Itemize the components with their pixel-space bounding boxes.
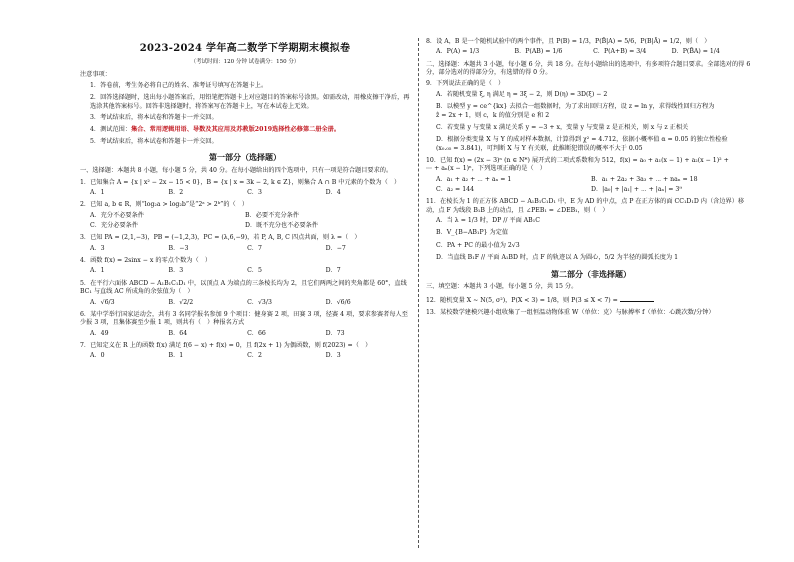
question-3-text: 3．已知 PA = (2,1,−3)，PB = (−1,2,3)，PC = (λ,6,−9)，若 P, A, B, C 四点共面，则 λ =（ ） (80, 234, 361, 242)
option-a: A．a₁ + a₂ + ⋯ + aₙ = 1 (436, 175, 512, 183)
question-2 (80, 201, 410, 230)
option-c: C．√3/3 (247, 298, 272, 306)
option-b-line-1: B．以模型 y = ce^{kx} 去拟合一组数据时，为了求出回归方程，设 z = ln y，求得线性回归方程为 (436, 103, 715, 111)
option-d: D．当直线 B₁F // 平面 A₁BD 时，点 F 的轨迹以 A 为圆心，5/2 为半径的圆弧长度为 1 (436, 254, 679, 262)
part1-heading: 第一部分（选择题） (209, 152, 281, 163)
option-d: D．73 (325, 329, 345, 337)
page-title: 2023-2024 学年高二数学下学期期末模拟卷 (139, 43, 351, 54)
question-12-text: 12．随机变量 X ~ N(5, σ²)，P(X < 3) = 1/8，则 P(3 ≤ X < 7) = (426, 296, 618, 304)
option-d: D．3 (325, 352, 341, 360)
option-b: B．V_{B−AB₁P} 为定值 (436, 229, 509, 237)
question-6-text: 6．某中学举行国家运动会，共有 3 名同学报名参加 9 个项目：健身赛 2 项，田赛 3 项，径赛 4 项，要求参赛者每人至少报 3 项，且集体赛至少报 1 项，则共有（ ）种报名方式 (80, 310, 408, 327)
question-4 (80, 257, 410, 276)
option-d-line-2: (x₀.₀₅ = 3.841)，可判断 X 与 Y 有关联，此推断犯错误的概率不大于 0.05 (436, 144, 643, 152)
question-6 (80, 311, 410, 338)
option-c: C．P(A+B) = 3/4 (593, 48, 647, 56)
right-column (426, 38, 756, 321)
part1-intro: 一、选择题：本题共 8 小题，每小题 5 分，共 40 分。在每小题给出的四个选项中，只有一项是符合题目要求的。 (80, 167, 393, 175)
question-8 (426, 38, 756, 57)
question-11-text: 11．在棱长为 1 的正方体 ABCD − A₁B₁C₁D₁ 中，E 为 AD 的中点，点 P 在正方体的面 CC₁D₁D 内（含边界）移动，点 F 为线段 B₁B 上的动点，且 ∠PEB₁ = ∠DEB₁，则（ ） (426, 198, 745, 214)
question-2-text: 2．已知 a, b ∈ R，则“log₂a > log₂b”是“2ᵃ > 2ᵇ”的（ ） (80, 201, 249, 209)
question-7 (80, 342, 410, 361)
option-a: A．1 (90, 267, 105, 275)
question-1 (80, 179, 410, 198)
question-9 (426, 80, 756, 153)
option-d: D．7 (325, 267, 341, 275)
option-d-line-1: D．根据分类变量 X 与 Y 的成对样本数据，计算得到 χ² = 4.712，依据小概率值 α = 0.05 的独立性检验 (436, 136, 728, 144)
question-8-text: 8．设 A，B 是一个随机试验中的两个事件，且 P(B) = 1/3，P(B̄|A) = 5/6，P(B|Ā) = 1/2，则（ ） (426, 38, 711, 45)
option-a: A．√6/3 (90, 298, 115, 306)
option-c: C．5 (247, 267, 262, 275)
question-7-options (90, 352, 400, 360)
option-b: B．必要不充分条件 (245, 211, 300, 219)
option-c: C．若变量 y 与变量 x 满足关系 y = −3 + x，变量 y 与变量 z 是正相关，则 x 与 z 正相关 (436, 123, 689, 131)
question-3 (80, 234, 410, 253)
question-10 (426, 157, 756, 194)
note-4-label: 4．测试范围： (90, 126, 132, 134)
option-b: B．1 (168, 352, 184, 360)
option-d: D．既不充分也不必要条件 (245, 222, 319, 230)
option-d: D．P(B̄A) = 1/4 (671, 48, 720, 56)
question-11 (426, 198, 756, 262)
question-8-options (436, 48, 746, 56)
option-b-line-2: ẑ = 2x + 1，则 c，k 的值分别是 e 和 2 (436, 111, 550, 119)
fill-in-intro: 三、填空题：本题共 3 小题，每小题 5 分，共 15 分。 (426, 283, 578, 291)
question-2-options (90, 212, 400, 231)
question-10-text-2: ⋯ + aₙ(x − 1)ⁿ，下列选项正确的是（ ） (426, 165, 546, 173)
question-5-options (90, 299, 400, 307)
note-3: 3．考试结束后，将本试卷和答题卡一并交回。 (90, 114, 218, 122)
option-b (436, 103, 756, 120)
option-a: A．1 (90, 188, 105, 196)
question-1-text: 1．已知集合 A = {x | x² − 2x − 15 < 0}，B = {x | x = 3k − 2, k ∈ Z}，则集合 A ∩ B 中元素的个数为（ ） (80, 178, 401, 186)
exam-subtitle: （考试时间：120 分钟 试卷满分：150 分） (190, 58, 300, 65)
notes-heading: 注意事项： (80, 70, 111, 78)
option-d (436, 136, 756, 153)
question-12 (426, 295, 756, 305)
option-b: B．3 (168, 267, 184, 275)
option-d: D．√6/6 (325, 298, 351, 306)
question-4-options (90, 267, 400, 275)
question-9-text: 9．下列说法正确的是（ ） (426, 80, 505, 88)
option-b: B．a₁ + 2a₂ + 3a₃ + ⋯ + naₙ = 18 (591, 175, 698, 183)
option-a: A．3 (90, 244, 105, 252)
option-a: A．充分不必要条件 (90, 211, 144, 219)
question-1-options (90, 189, 400, 197)
option-d: D．|a₀| + |a₁| + ⋯ + |aₙ| = 3⁹ (591, 186, 682, 194)
multi-choice-intro: 二、选择题：本题共 3 小题，每小题 6 分，共 18 分。在每小题给出的选项中，有多项符合题目要求。全部选对的得 6 分，部分选对的得部分分，有选错的得 0 分。 (426, 60, 751, 77)
option-a: A．49 (90, 329, 109, 337)
option-d: D．−7 (325, 244, 346, 252)
part2-heading: 第二部分（非选择题） (551, 268, 631, 279)
question-4-text: 4．函数 f(x) = 2sinx − x 的零点个数为（ ） (80, 257, 212, 265)
answer-blank (620, 295, 654, 302)
question-6-options (90, 330, 400, 338)
question-5-text: 5．在平行六面体 ABCD − A₁B₁C₁D₁ 中，以顶点 A 为端点的三条棱长均为 2，且它们两两之间的夹角都是 60°，直线 BC₁ 与直线 AC 所成角的余弦值为（ ） (80, 279, 407, 296)
question-3-options (90, 245, 400, 253)
option-c: C．PA + PC 的最小值为 2√3 (436, 241, 520, 249)
question-13: 13．某校数学建模兴趣小组收集了一组恒温动物体重 W（单位：克）与脉搏率 f（单位：心跳次数/分钟） (426, 309, 715, 317)
option-b: B．√2/2 (168, 298, 194, 306)
option-d: D．4 (325, 188, 341, 196)
note-1: 1．答卷前，考生务必将自己的姓名、准考证号填写在答题卡上。 (90, 82, 268, 90)
option-a: A．P(A) = 1/3 (436, 48, 480, 56)
question-7-text: 7．已知定义在 R 上的函数 f(x) 满足 f(6 − x) + f(x) = 0，且 f(2x + 1) 为偶函数，则 f(2023) =（ ） (80, 341, 372, 349)
option-c: C．7 (247, 244, 262, 252)
option-c: C．2 (247, 352, 262, 360)
question-5 (80, 280, 410, 307)
option-b: B．2 (168, 188, 184, 196)
left-column (80, 38, 410, 365)
option-c: C．a₂ = 144 (436, 186, 475, 194)
option-b: B．−3 (168, 244, 189, 252)
note-2: 2．回答选择题时，选出每小题答案后，用铅笔把答题卡上对应题目的答案标号涂黑。如需改动，用橡皮擦干净后，再选涂其他答案标号。回答非选择题时，将答案写在答题卡上，写在本试卷上无效。 (90, 94, 410, 110)
option-c: C．66 (247, 329, 266, 337)
option-b: B．64 (168, 329, 188, 337)
option-c: C．3 (247, 188, 262, 196)
note-5: 5．考试结束后，将本试卷和答题卡一并交回。 (90, 138, 218, 146)
option-a: A．若随机变量 ξ, η 满足 η = 3ξ − 2，则 D(η) = 3D(ξ) − 2 (436, 90, 608, 98)
column-divider (418, 38, 419, 548)
question-10-options (436, 176, 746, 195)
option-c: C．充分必要条件 (90, 222, 139, 230)
note-4 (90, 126, 410, 134)
option-a: A．0 (90, 352, 105, 360)
option-b: B．P(AB) = 1/6 (514, 48, 563, 56)
option-a: A．当 λ = 1/3 时，DP // 平面 AB₁C (436, 217, 540, 225)
question-10-text-1: 10．已知 f(x) = (2x − 3)ⁿ (n ∈ N*) 展开式的二项式系数和为 512，f(x) = a₀ + a₁(x − 1) + a₂(x − 1)² + (426, 156, 729, 164)
test-scope: 集合、常用逻辑用语、导数及其应用及苏教版2019选择性必修第二册全册。 (131, 126, 341, 134)
